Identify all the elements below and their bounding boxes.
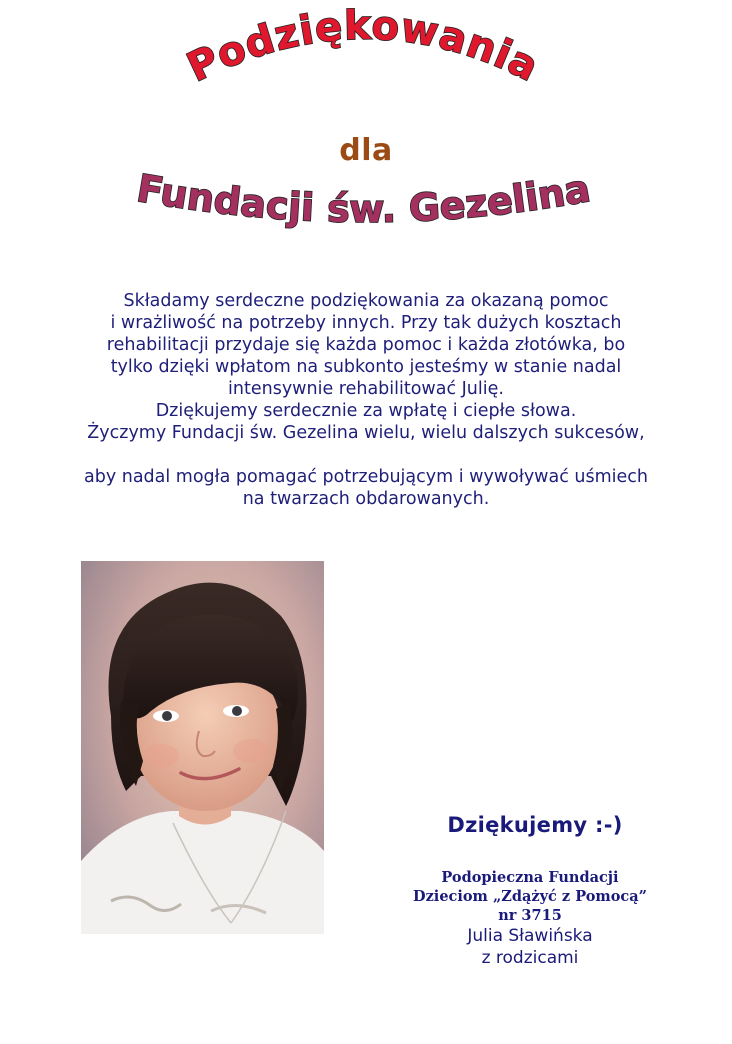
- svg-text:Fundacji św. Gezelina: [134, 166, 594, 231]
- message-line: intensywnie rehabilitować Julię.: [228, 379, 504, 399]
- message-line: Życzymy Fundacji św. Gezelina wielu, wielu dalszych sukcesów,: [87, 423, 645, 443]
- page-title: [0, 0, 732, 120]
- signature-line-3: nr 3715: [498, 907, 562, 924]
- message-line: Dziękujemy serdecznie za wpłatę i ciepłe słowa.: [155, 401, 577, 421]
- thanks-heading: Dziękujemy :-): [447, 813, 623, 837]
- message-line: aby nadal mogła pomagać potrzebującym i wywoływać uśmiech: [83, 467, 648, 487]
- svg-text:Podziękowania: [180, 3, 546, 91]
- subtitle-art: [0, 160, 732, 260]
- title-text: Podziękowania: [180, 2, 547, 92]
- portrait-illustration: [81, 561, 324, 934]
- message-line: na twarzach obdarowanych.: [242, 489, 490, 509]
- message-line: rehabilitacji przydaje się każda pomoc i każda złotówka, bo: [106, 335, 626, 355]
- signature-line-2: Dzieciom „Zdążyć z Pomocą”: [413, 888, 647, 905]
- signature-line-1: Podopieczna Fundacji: [441, 869, 619, 886]
- message-line: Składamy serdeczne podziękowania za okazaną pomoc: [123, 291, 609, 311]
- message-line: tylko dzięki wpłatom na subkonto jesteśmy w stanie nadal: [110, 357, 622, 377]
- paragraph-gap: [40, 444, 692, 466]
- message-line: i wrażliwość na potrzeby innych. Przy tak dużych kosztach: [110, 313, 622, 333]
- signature-family: z rodzicami: [481, 948, 579, 968]
- message-body: [40, 290, 692, 510]
- dla-label: dla: [339, 133, 393, 168]
- signature-block: [360, 868, 700, 969]
- title-art: [0, 0, 732, 120]
- signature-name: Julia Sławińska: [467, 926, 593, 946]
- portrait-photo: [81, 561, 324, 934]
- subtitle: [0, 160, 732, 260]
- subtitle-text: Fundacji św. Gezelina: [133, 165, 594, 232]
